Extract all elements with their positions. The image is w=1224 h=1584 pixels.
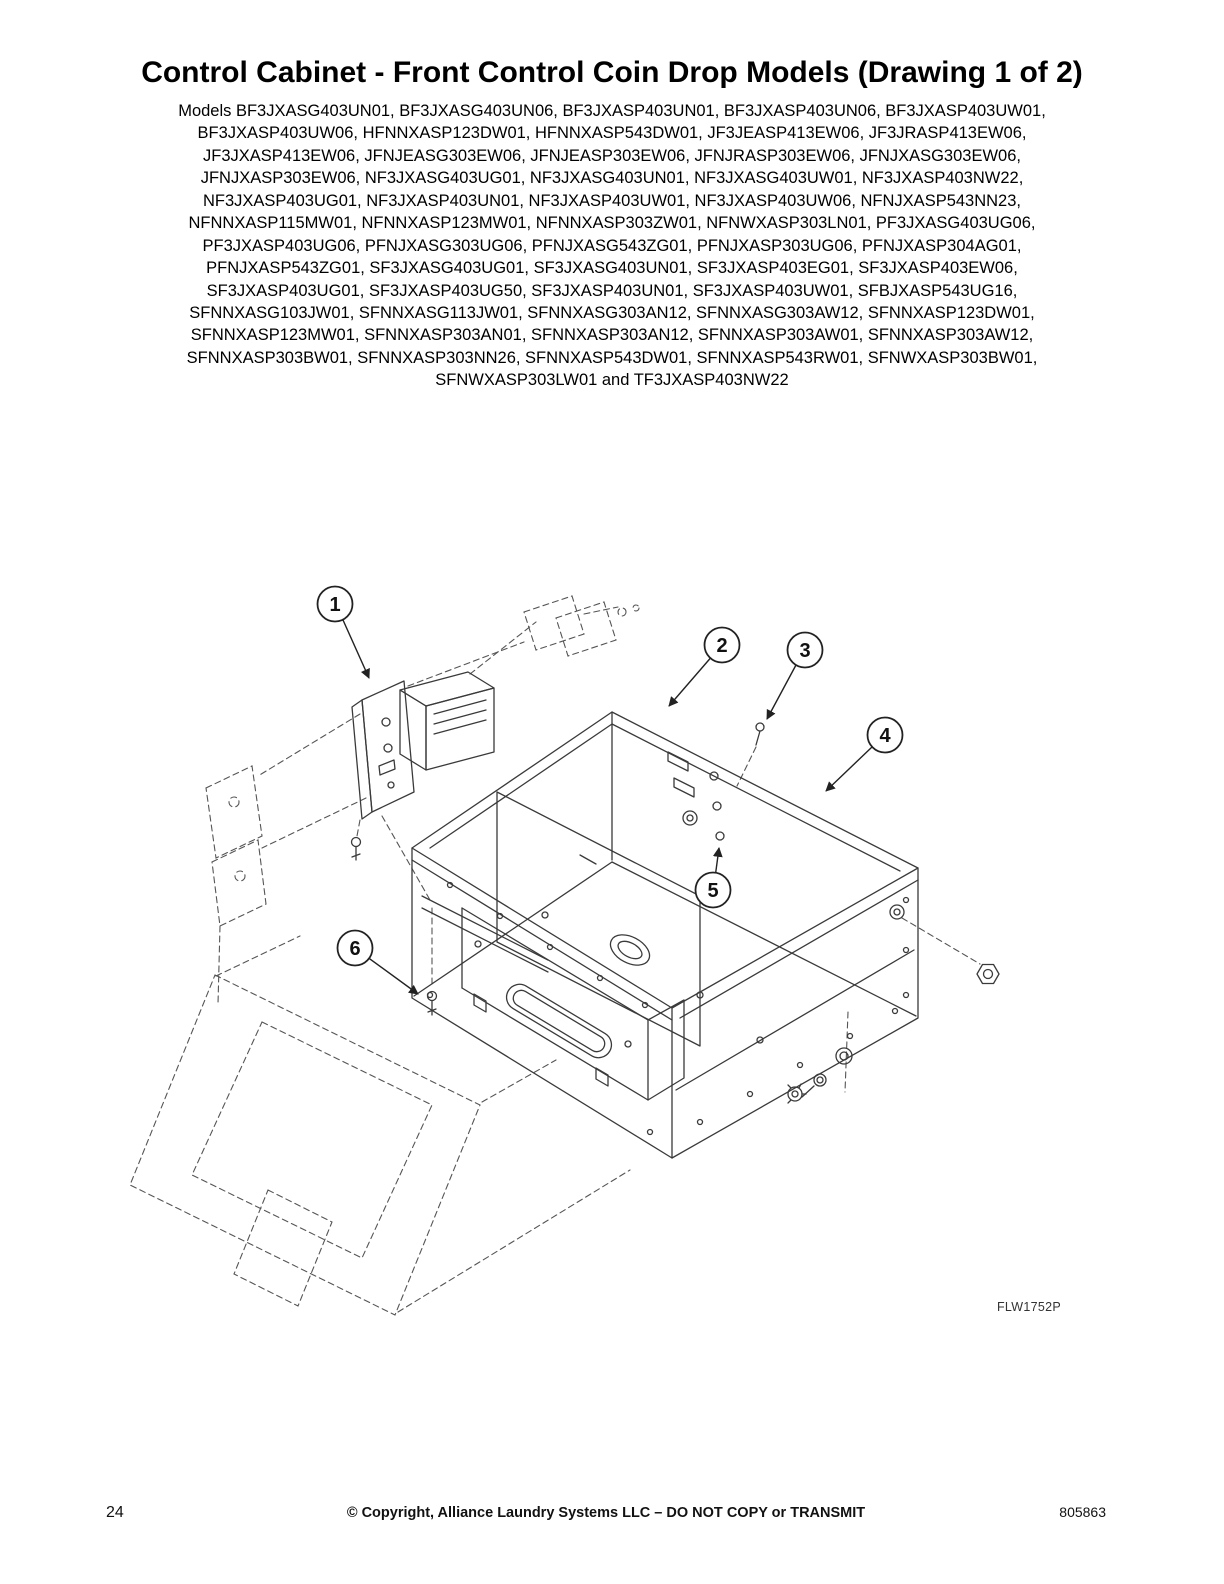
- callout-6-label: 6: [349, 938, 361, 960]
- callout-3-label: 3: [799, 640, 811, 662]
- control-bracket-assembly: [352, 672, 495, 860]
- front-panel-dashed: [130, 936, 630, 1315]
- connector-assembly-dashed: [408, 596, 639, 686]
- callout-5: [696, 873, 731, 908]
- figure-code-label: FLW1752P: [997, 1300, 1062, 1314]
- callout-2-label: 2: [716, 635, 728, 657]
- dashed-reference-lines: [130, 596, 980, 1315]
- copyright-text: © Copyright, Alliance Laundry Systems LLC – DO NOT COPY or TRANSMIT: [346, 1505, 866, 1521]
- callout-5-label: 5: [707, 880, 719, 902]
- callout-3: [788, 633, 823, 668]
- page-title: Control Cabinet - Front Control Coin Drop Models (Drawing 1 of 2): [141, 56, 1083, 89]
- callout-1-label: 1: [329, 594, 341, 616]
- cabinet-shell: [412, 712, 918, 1158]
- callouts: [318, 587, 903, 995]
- callout-4: [868, 718, 903, 753]
- callout-4-label: 4: [879, 725, 891, 747]
- page-number: 24: [106, 1504, 124, 1521]
- console-base-panel: [462, 908, 684, 1100]
- callout-1: [318, 587, 353, 622]
- bolt-leader: [902, 918, 980, 964]
- page-footer: [0, 1504, 1224, 1522]
- side-panels-dashed: [206, 714, 430, 1004]
- models-list: Models BF3JXASG403UN01, BF3JXASG403UN06, BF3JXASP403UN01, BF3JXASP403UN06, BF3JXASP403UW01, BF3JXASP403UW06, HFNNXASP123DW01, HFNNXASP543DW01, JF3JEASP413EW06, JF3JRASP413EW06, JF3JXASP413EW06, JFNJEASG303EW06, JFNJEASP303EW06, JFNJRASP303EW06, JFNJXASG303EW06, JFNJXASP303EW06, NF3JXASG403UG01, NF3JXASG403UN01, NF3JXASG403UW01, NF3JXASP403NW22, NF3JXASP403UG01, NF3JXASP403UN01, NF3JXASP403UW01, NF3JXASP403UW06, NFNJXASP543NN23, NFNNXASP115MW01, NFNNXASP123MW01, NFNNXASP303ZW01, NFNWXASP303LN01, PF3JXASG403UG06, PF3JXASP403UG06, PFNJXASG303UG06, PFNJXASG543ZG01, PFNJXASP303UG06, PFNJXASP304AG01, PFNJXASP543ZG01, SF3JXASG403UG01, SF3JXASG403UN01, SF3JXASP403EG01, SF3JXASP403EW06, SF3JXASP403UG01, SF3JXASP403UG50, SF3JXASP403UN01, SF3JXASP403UW01, SFBJXASP543UG16, SFNNXASG103JW01, SFNNXASG113JW01, SFNNXASG303AN12, SFNNXASG303AW12, SFNNXASP123DW01, SFNNXASP123MW01, SFNNXASP303AN01, SFNNXASP303AN12, SFNNXASP303AW01, SFNNXASP303AW12, SFNNXASP303BW01, SFNNXASP303NN26, SFNNXASP543DW01, SFNNXASP543RW01, SFNWXASP303BW01, SFNWXASP303LW01 and TF3JXASP403NW22: [178, 102, 1046, 390]
- document-number: 805863: [1059, 1504, 1106, 1520]
- callout-2: [705, 628, 740, 663]
- callout-6: [338, 931, 373, 966]
- screw-leader-bracket: [357, 820, 360, 836]
